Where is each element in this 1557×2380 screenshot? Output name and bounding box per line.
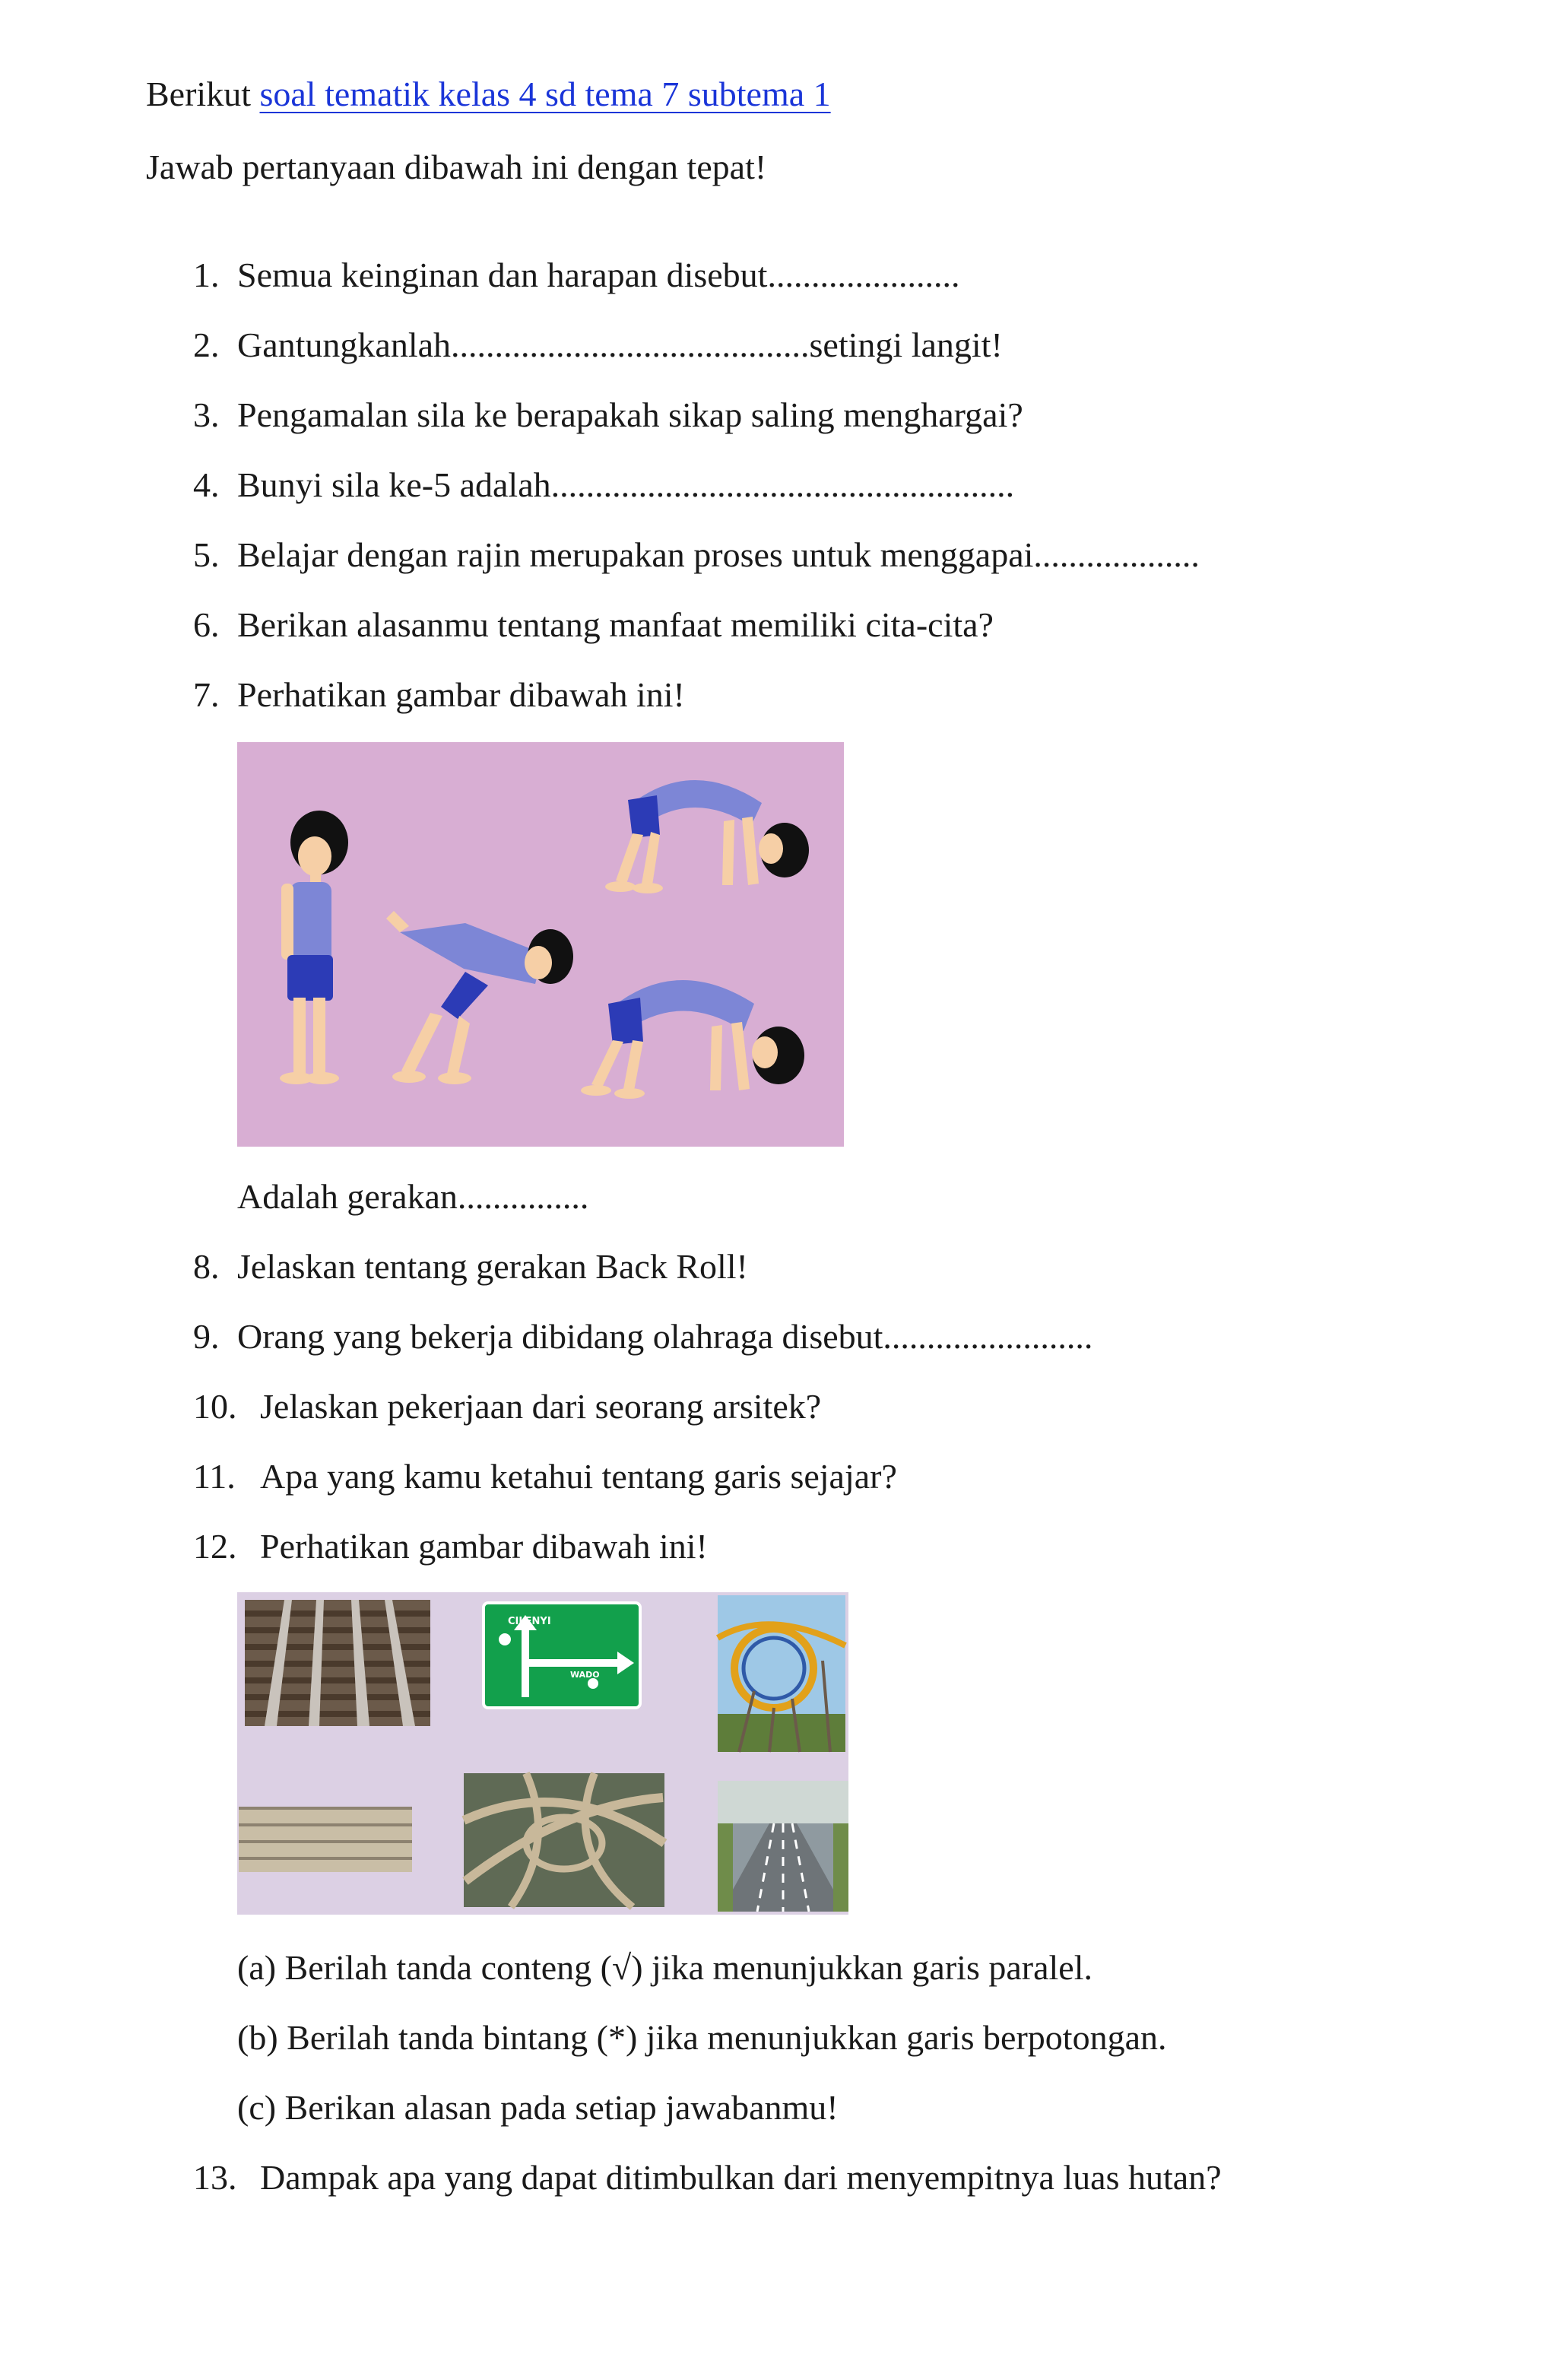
wooden-planks-photo <box>239 1807 412 1872</box>
q12-subitem-a: (a) Berilah tanda conteng (√) jika menunjukkan garis paralel. <box>237 1948 1092 1987</box>
question-number: 9. <box>193 1317 220 1356</box>
question-number: 12. <box>193 1527 237 1566</box>
question-12 <box>193 1525 708 1568</box>
question-10 <box>193 1385 821 1428</box>
question-number: 3. <box>193 395 220 434</box>
question-7-followup: Adalah gerakan............... <box>237 1177 589 1216</box>
question-text: Perhatikan gambar dibawah ini! <box>237 675 685 714</box>
back-roll-illustration <box>237 742 844 1147</box>
q12-subitem-b: (b) Berilah tanda bintang (*) jika menunjukkan garis berpotongan. <box>237 2018 1167 2057</box>
question-text: Semua keinginan dan harapan disebut...................... <box>237 255 960 294</box>
roller-coaster-photo <box>718 1595 845 1752</box>
question-5 <box>193 534 1200 576</box>
question-number: 1. <box>193 255 220 294</box>
instruction: Jawab pertanyaan dibawah ini dengan tepat! <box>146 148 767 186</box>
question-9 <box>193 1315 1092 1358</box>
road-photo <box>718 1781 848 1912</box>
sign-bottom-label: WADO <box>570 1670 600 1680</box>
question-1 <box>193 254 959 297</box>
question-3 <box>193 394 1023 436</box>
question-6 <box>193 604 994 646</box>
question-13 <box>193 2156 1222 2199</box>
q12-subitem-c: (c) Berikan alasan pada setiap jawabanmu! <box>237 2088 839 2127</box>
question-text: Berikan alasanmu tentang manfaat memiliki cita-cita? <box>237 605 994 644</box>
question-4 <box>193 464 1014 506</box>
intro-line <box>146 73 831 116</box>
question-number: 11. <box>193 1457 236 1496</box>
question-7 <box>193 674 685 716</box>
question-number: 10. <box>193 1387 237 1426</box>
question-text: Perhatikan gambar dibawah ini! <box>260 1527 708 1566</box>
interchange-photo <box>464 1773 664 1907</box>
parallel-lines-collage <box>237 1592 848 1915</box>
question-text: Belajar dengan rajin merupakan proses untuk menggapai................... <box>237 535 1200 574</box>
sign-top-label: CILENYI <box>508 1616 551 1627</box>
intro-link[interactable]: soal tematik kelas 4 sd tema 7 subtema 1 <box>259 75 831 113</box>
question-text: Dampak apa yang dapat ditimbulkan dari menyempitnya luas hutan? <box>260 2158 1222 2197</box>
question-text: Bunyi sila ke-5 adalah..................................................... <box>237 465 1015 504</box>
question-number: 4. <box>193 465 220 504</box>
question-number: 7. <box>193 675 220 714</box>
road-sign <box>484 1603 640 1708</box>
question-number: 8. <box>193 1247 220 1286</box>
intro-prefix: Berikut <box>146 75 251 113</box>
question-number: 5. <box>193 535 220 574</box>
question-8 <box>193 1246 748 1288</box>
question-2 <box>193 324 1003 367</box>
question-11 <box>193 1455 897 1498</box>
question-text: Pengamalan sila ke berapakah sikap saling menghargai? <box>237 395 1023 434</box>
railway-photo <box>245 1600 430 1726</box>
question-number: 2. <box>193 325 220 364</box>
question-text: Gantungkanlah.........................................setingi langit! <box>237 325 1003 364</box>
question-number: 6. <box>193 605 220 644</box>
question-number: 13. <box>193 2158 237 2197</box>
question-text: Jelaskan pekerjaan dari seorang arsitek? <box>260 1387 822 1426</box>
question-text: Apa yang kamu ketahui tentang garis sejajar? <box>260 1457 897 1496</box>
question-text: Orang yang bekerja dibidang olahraga disebut........................ <box>237 1317 1093 1356</box>
question-text: Jelaskan tentang gerakan Back Roll! <box>237 1247 748 1286</box>
